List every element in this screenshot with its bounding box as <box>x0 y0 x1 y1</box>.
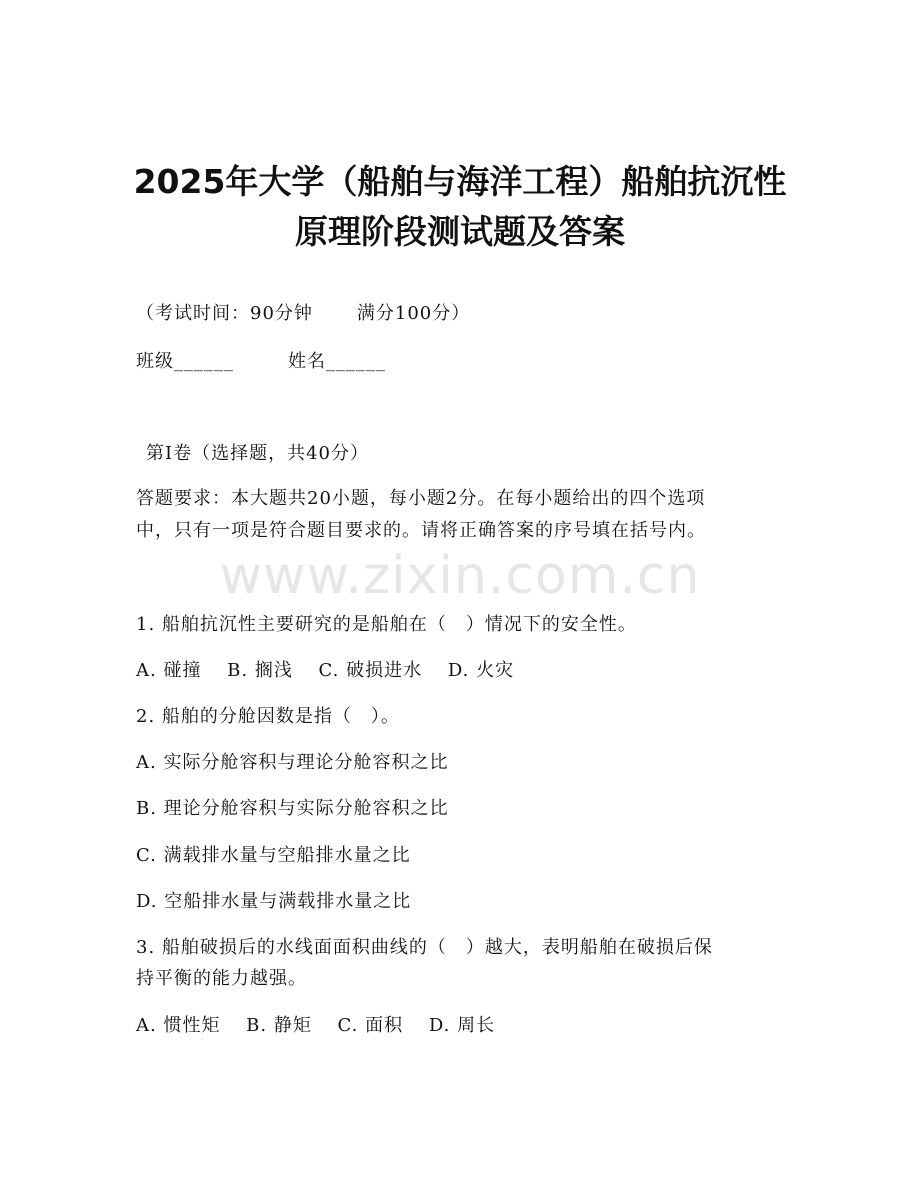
question-2-stem: 2. 船舶的分舱因数是指（ ）。 <box>136 706 400 727</box>
question-2-option-d: D. 空船排水量与满载排水量之比 <box>136 891 412 912</box>
question-1-stem: 1. 船舶抗沉性主要研究的是船舶在（ ）情况下的安全性。 <box>136 614 637 635</box>
question-1-options: A. 碰撞 B. 搁浅 C. 破损进水 D. 火灾 <box>136 660 515 681</box>
question-3-stem-line-1: 3. 船舶破损后的水线面面积曲线的（ ）越大，表明船舶在破损后保 <box>136 937 713 958</box>
watermark: www.zixin.com.cn <box>219 546 701 606</box>
document-title-line-1: 2025年大学（船舶与海洋工程）船舶抗沉性 <box>133 162 787 201</box>
section-heading: 第I卷（选择题，共40分） <box>146 443 370 464</box>
question-3-stem-line-2: 持平衡的能力越强。 <box>136 968 307 989</box>
exam-info <box>136 302 470 326</box>
document-title-line-2: 原理阶段测试题及答案 <box>295 212 625 251</box>
exam-time: （考试时间：90分钟 <box>136 303 313 324</box>
question-2-option-c: C. 满载排水量与空船排水量之比 <box>136 845 411 866</box>
question-2-option-a: A. 实际分舱容积与理论分舱容积之比 <box>136 752 449 773</box>
question-3-options: A. 惯性矩 B. 静矩 C. 面积 D. 周长 <box>136 1015 496 1036</box>
name-field-label: 姓名______ <box>288 351 386 372</box>
student-info <box>136 350 386 374</box>
instructions-line-1: 答题要求：本大题共20小题，每小题2分。在每小题给出的四个选项 <box>136 488 706 509</box>
exam-full-score: 满分100分） <box>356 303 471 324</box>
class-field-label: 班级______ <box>136 351 234 372</box>
instructions-line-2: 中，只有一项是符合题目要求的。请将正确答案的序号填在括号内。 <box>136 520 706 541</box>
question-2-option-b: B. 理论分舱容积与实际分舱容积之比 <box>136 798 449 819</box>
